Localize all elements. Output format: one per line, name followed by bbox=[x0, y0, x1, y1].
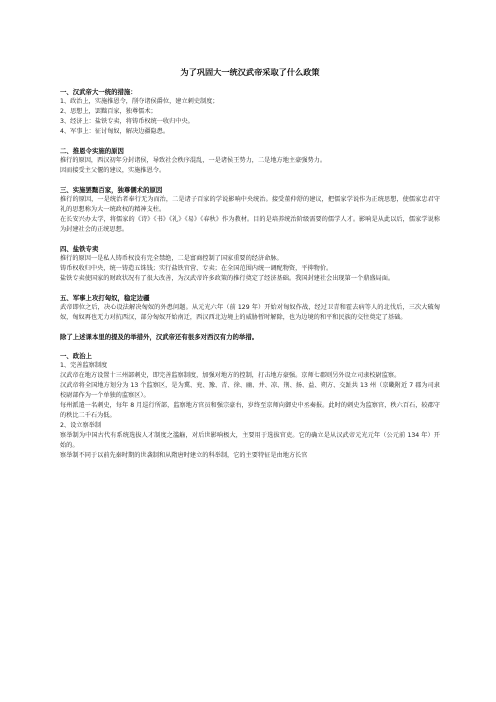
paragraph: 推行的原因，西汉初年分封诸侯，导致社会秩序混乱，一是诸侯王势力，二是地方地主豪强势力。 bbox=[60, 157, 327, 164]
section-heading: 一、汉武帝大一统的措施： bbox=[60, 88, 137, 96]
section-confucianism bbox=[60, 185, 440, 235]
paragraph: 汉武帝在地方设置十三州部刺史，即完善监察制度，加强对地方的控制，打击地方豪强。京师七郡则另外设立司隶校尉监察。 bbox=[60, 372, 401, 379]
list-item: 3、经济上：盐铁专卖，将铸币权统一收归中央。 bbox=[60, 118, 194, 125]
paragraph: 察举制为中国古代有系统选拔人才制度之滥觞，对后世影响极大，主要用于选拔官吏。它的确立是从汉武帝元光元年（公元前 134 年）开始的。 bbox=[60, 432, 440, 449]
paragraph: 盐铁专卖使国家的财政状况有了很大改善，为汉武帝许多政策的推行奠定了经济基础。我国封建社会出现第一个鼎盛局面。 bbox=[60, 275, 395, 282]
section-heading: 二、推恩令实施的原因 bbox=[60, 147, 124, 155]
summary-text: 除了上述课本里的提及的举措外，汉武帝还有很多对西汉有力的举措。 bbox=[60, 333, 259, 341]
section-heading: 五、军事上攻打匈奴，稳定边疆 bbox=[60, 294, 150, 302]
section-measures bbox=[60, 87, 440, 137]
subsection-heading: 1、完善监察制度 bbox=[60, 362, 108, 369]
section-heading: 三、实施罢黜百家，独尊儒术的原因 bbox=[60, 186, 163, 194]
list-item: 2、思想上，罢黜百家，独尊儒术； bbox=[60, 108, 157, 115]
paragraph: 每州派遣一名刺史，每年 8 月巡行所部，监察地方官员和强宗豪右，岁终至京师向御史中丞奏报。此时的刺史为监察官，秩六百石，较郡守的秩比二千石为低。 bbox=[60, 402, 440, 419]
section-heading: 一、政治上 bbox=[60, 352, 92, 360]
section-military bbox=[60, 293, 440, 323]
section-heading: 四、盐铁专卖 bbox=[60, 245, 99, 253]
paragraph: 推行的原因一是私人铸币权没有完全禁绝，二是富商控制了国家重要的经济命脉。 bbox=[60, 255, 283, 262]
paragraph: 武帝即位之后，决心设法解决匈奴的外患问题。从元光六年（前 129 年）开始对匈奴作战，经过卫青和霍去病等人的北伐后，三次大破匈奴，匈奴再也无力对抗西汉，部分匈奴开始南迁，西汉西北边境上的威胁暂时解除，也为边境的和平和民族的交往奠定了基础。 bbox=[60, 304, 440, 321]
paragraph: 铸币权收归中央，统一铸造五铢钱；实行盐铁官营、专卖；在全国范围内统一调配物资，平抑物价。 bbox=[60, 265, 333, 272]
document-title: 为了巩固大一统汉武帝采取了什么政策 bbox=[180, 67, 320, 77]
subsection-heading: 2、设立察举制 bbox=[60, 422, 102, 429]
document-page bbox=[60, 66, 440, 461]
paragraph: 在长安兴办太学，将儒家的《诗》《书》《礼》《易》《春秋》作为教材。目的是培养统治阶级需要的儒学人才。影响是从此以后，儒家学说称为封建社会的正统思想。 bbox=[60, 216, 440, 233]
section-salt-iron bbox=[60, 244, 440, 284]
paragraph: 汉武帝将全国地方划分为 13 个监察区，是为冀、兖、豫、青、徐、幽、并、凉、荆、扬、益、朔方、交趾共 13 州（京畿附近 7 郡为司隶校尉部作为一个单独的监察区）。 bbox=[60, 382, 440, 399]
paragraph: 因而接受主父偃的建议，实施推恩令。 bbox=[60, 167, 166, 174]
paragraph: 察举制不同于以前先秦时期的世袭制和从隋唐时建立的科举制，它的主要特征是由地方长官 bbox=[60, 452, 308, 459]
section-tuienling bbox=[60, 146, 440, 176]
section-political bbox=[60, 351, 440, 461]
list-item: 4、军事上：征讨匈奴，解决边疆隐患。 bbox=[60, 128, 170, 135]
paragraph: 推行的原因，一是统治者奉行无为而治，二是诸子百家的学说影响中央统治。接受董仲舒的建议，把儒家学说作为正统思想，使儒家忠君守礼的思想称为大一统政权的精神支柱。 bbox=[60, 196, 440, 213]
list-item: 1、政治上，实施推恩令，削夺诸侯爵位，建立刺史制度； bbox=[60, 98, 219, 105]
